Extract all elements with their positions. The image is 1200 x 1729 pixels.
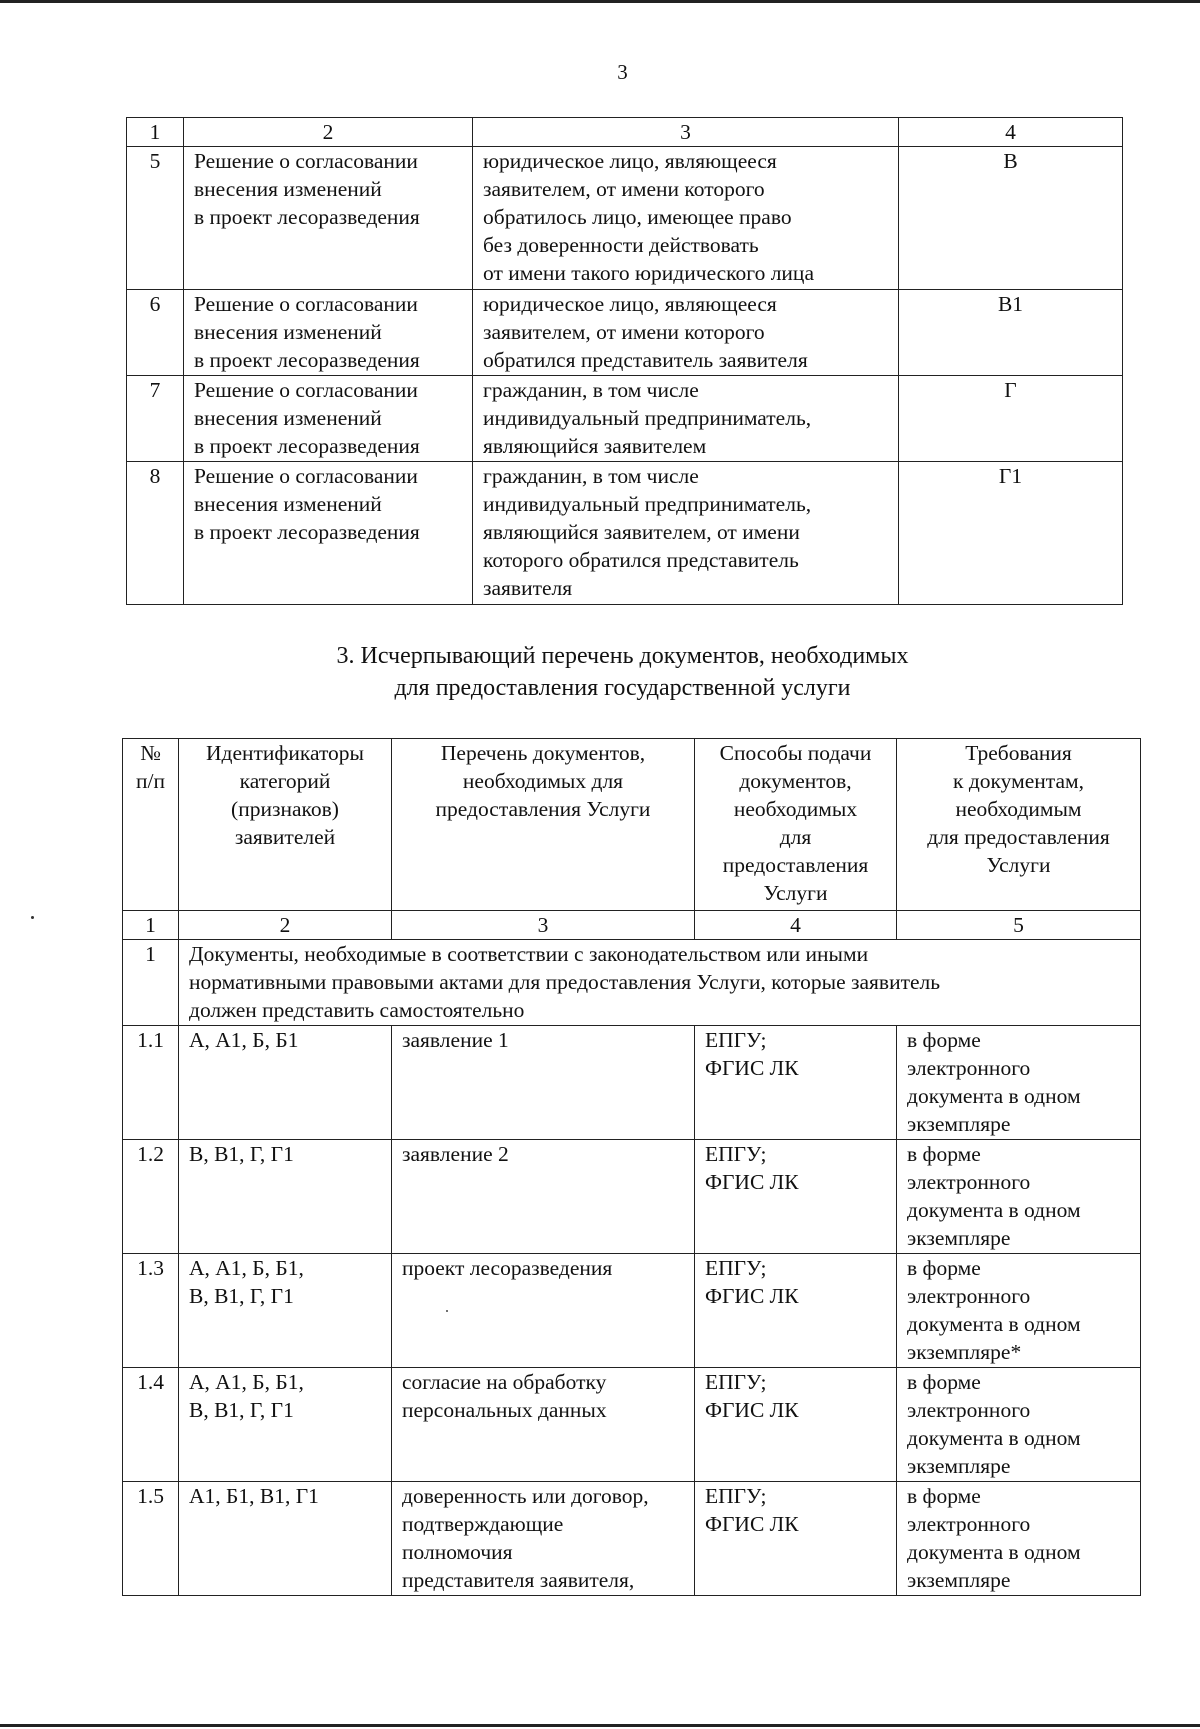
result-cell: [184, 147, 473, 290]
methods-cell: [695, 1254, 897, 1368]
cell-line: в форме: [907, 1028, 981, 1052]
cell-line: Решение о согласовании: [194, 464, 418, 488]
cell-line: гражданин, в том числе: [483, 464, 699, 488]
column-header: [123, 739, 179, 911]
cell-line: заявителя: [483, 576, 573, 600]
docs-cell: [392, 1368, 695, 1482]
cell-line: в проект лесоразведения: [194, 434, 420, 458]
cell-line: внесения изменений: [194, 406, 382, 430]
docs-cell: [392, 1026, 695, 1140]
cell-line: ФГИС ЛК: [705, 1512, 799, 1536]
header-line: Услуги: [986, 853, 1051, 877]
cell-line: внесения изменений: [194, 177, 382, 201]
cell-line: экземпляре: [907, 1226, 1011, 1250]
column-number: 2: [179, 911, 392, 940]
cell-line: внесения изменений: [194, 492, 382, 516]
cell-line: обратился представитель заявителя: [483, 348, 808, 372]
cell-line: персональных данных: [402, 1398, 607, 1422]
cell-line: от имени такого юридического лица: [483, 261, 814, 285]
code-cell: Г1: [899, 462, 1123, 605]
cell-line: ЕПГУ;: [705, 1256, 767, 1280]
cell-line: полномочия: [402, 1540, 513, 1564]
code-cell: Г: [899, 376, 1123, 462]
scan-speck: [31, 916, 34, 919]
column-header: [179, 739, 392, 911]
requirements-cell: [897, 1026, 1141, 1140]
cell-line: ФГИС ЛК: [705, 1056, 799, 1080]
cell-line: электронного: [907, 1056, 1031, 1080]
applicant-cell: [473, 290, 899, 376]
results-table: [126, 117, 1123, 605]
cell-line: являющийся заявителем, от имени: [483, 520, 800, 544]
ids-cell: [179, 1026, 392, 1140]
cell-line: экземпляре: [907, 1568, 1011, 1592]
code-cell: В: [899, 147, 1123, 290]
table-row: [123, 1368, 1141, 1482]
column-number: 4: [695, 911, 897, 940]
cell-line: ФГИС ЛК: [705, 1398, 799, 1422]
header-line: предоставления Услуги: [435, 797, 651, 821]
row-number: 1.3: [123, 1254, 179, 1368]
cell-line: в проект лесоразведения: [194, 348, 420, 372]
cell-line: документа в одном: [907, 1198, 1081, 1222]
table-row: [127, 376, 1123, 462]
cell-line: А, А1, Б, Б1,: [189, 1370, 304, 1394]
header-line: Идентификаторы: [205, 741, 365, 765]
cell-line: В, В1, Г, Г1: [189, 1398, 294, 1422]
cell-line: без доверенности действовать: [483, 233, 759, 257]
cell-line: в форме: [907, 1256, 981, 1280]
header-line: категорий: [239, 769, 331, 793]
scan-border-bottom: [0, 1724, 1200, 1727]
docs-cell: [392, 1254, 695, 1368]
docs-cell: [392, 1140, 695, 1254]
page-number: 3: [617, 60, 628, 84]
scan-border-top: [0, 0, 1200, 3]
cell-line: Документы, необходимые в соответствии с законодательством или иными: [189, 942, 869, 966]
cell-line: документа в одном: [907, 1312, 1081, 1336]
row-number: 8: [127, 462, 184, 605]
header-line: заявителей: [234, 825, 336, 849]
cell-line: согласие на обработку: [402, 1370, 607, 1394]
applicant-cell: [473, 147, 899, 290]
table-row: [127, 290, 1123, 376]
header-line: (признаков): [231, 797, 339, 821]
column-number: 5: [897, 911, 1141, 940]
cell-line: в проект лесоразведения: [194, 520, 420, 544]
table-row: [123, 1482, 1141, 1596]
header-line: к документам,: [953, 769, 1084, 793]
cell-line: В, В1, Г, Г1: [189, 1284, 294, 1308]
table-header-cell: 4: [899, 118, 1123, 147]
table-row: [123, 1254, 1141, 1368]
header-line: предоставления: [722, 853, 869, 877]
cell-line: А1, Б1, В1, Г1: [189, 1484, 319, 1508]
header-line: Требования: [965, 741, 1072, 765]
methods-cell: [695, 1140, 897, 1254]
applicant-cell: [473, 376, 899, 462]
column-numbering-row: [123, 911, 1141, 940]
cell-line: экземпляре: [907, 1112, 1011, 1136]
ids-cell: [179, 1368, 392, 1482]
cell-line: В, В1, Г, Г1: [189, 1142, 294, 1166]
cell-line: в проект лесоразведения: [194, 205, 420, 229]
cell-line: являющийся заявителем: [483, 434, 707, 458]
header-line: необходимых для: [462, 769, 624, 793]
row-number: 7: [127, 376, 184, 462]
header-line: необходимых: [733, 797, 858, 821]
cell-line: заявление 1: [402, 1028, 509, 1052]
cell-line: А, А1, Б, Б1,: [189, 1256, 304, 1280]
cell-line: ФГИС ЛК: [705, 1284, 799, 1308]
header-line: для предоставления: [927, 825, 1110, 849]
row-number: 1.2: [123, 1140, 179, 1254]
ids-cell: [179, 1254, 392, 1368]
cell-line: внесения изменений: [194, 320, 382, 344]
cell-line: ЕПГУ;: [705, 1370, 767, 1394]
column-number: 3: [392, 911, 695, 940]
column-header: [392, 739, 695, 911]
applicant-cell: [473, 462, 899, 605]
header-line: документов,: [739, 769, 852, 793]
code-cell: В1: [899, 290, 1123, 376]
header-line: необходимым: [955, 797, 1082, 821]
row-number: 5: [127, 147, 184, 290]
scan-speck: [446, 1310, 448, 1312]
cell-line: электронного: [907, 1512, 1031, 1536]
column-header: [897, 739, 1141, 911]
result-cell: [184, 376, 473, 462]
cell-line: Решение о согласовании: [194, 149, 418, 173]
ids-cell: [179, 1482, 392, 1596]
documents-table: [122, 738, 1141, 1596]
cell-line: которого обратился представитель: [483, 548, 799, 572]
row-number: 1: [123, 940, 179, 1026]
ids-cell: [179, 1140, 392, 1254]
header-line: Услуги: [763, 881, 828, 905]
cell-line: юридическое лицо, являющееся: [483, 149, 777, 173]
cell-line: ЕПГУ;: [705, 1142, 767, 1166]
table-header-cell: 2: [184, 118, 473, 147]
results-table-header-row: [127, 118, 1123, 147]
cell-line: проект лесоразведения: [402, 1256, 613, 1280]
cell-line: обратилось лицо, имеющее право: [483, 205, 792, 229]
table-header-cell: 3: [473, 118, 899, 147]
header-line: Перечень документов,: [440, 741, 646, 765]
cell-line: ФГИС ЛК: [705, 1170, 799, 1194]
cell-line: ЕПГУ;: [705, 1484, 767, 1508]
cell-line: индивидуальный предприниматель,: [483, 492, 812, 516]
header-line: п/п: [136, 769, 165, 793]
group-description: [179, 940, 1141, 1026]
header-line: для: [779, 825, 812, 849]
result-cell: [184, 290, 473, 376]
cell-line: нормативными правовыми актами для предоставления Услуги, которые заявитель: [189, 970, 941, 994]
section-title-line: для предоставления государственной услуги: [394, 675, 851, 701]
cell-line: электронного: [907, 1170, 1031, 1194]
row-number: 1.1: [123, 1026, 179, 1140]
cell-line: гражданин, в том числе: [483, 378, 699, 402]
row-number: 1.5: [123, 1482, 179, 1596]
documents-table-header-row: [123, 739, 1141, 911]
table-header-cell: 1: [127, 118, 184, 147]
cell-line: документа в одном: [907, 1426, 1081, 1450]
section-title-line: 3. Исчерпывающий перечень документов, необходимых: [336, 643, 909, 669]
table-row: [127, 147, 1123, 290]
docs-cell: [392, 1482, 695, 1596]
requirements-cell: [897, 1368, 1141, 1482]
cell-line: Решение о согласовании: [194, 292, 418, 316]
row-number: 6: [127, 290, 184, 376]
cell-line: экземпляре*: [907, 1340, 1022, 1364]
row-number: 1.4: [123, 1368, 179, 1482]
requirements-cell: [897, 1254, 1141, 1368]
cell-line: заявителем, от имени которого: [483, 320, 765, 344]
cell-line: заявителем, от имени которого: [483, 177, 765, 201]
methods-cell: [695, 1368, 897, 1482]
cell-line: представителя заявителя,: [402, 1568, 635, 1592]
cell-line: документа в одном: [907, 1540, 1081, 1564]
group-row: [123, 940, 1141, 1026]
header-line: №: [140, 741, 161, 765]
column-number: 1: [123, 911, 179, 940]
cell-line: заявление 2: [402, 1142, 509, 1166]
cell-line: доверенность или договор,: [402, 1484, 649, 1508]
requirements-cell: [897, 1140, 1141, 1254]
cell-line: ЕПГУ;: [705, 1028, 767, 1052]
requirements-cell: [897, 1482, 1141, 1596]
section-title: [0, 640, 1200, 704]
cell-line: индивидуальный предприниматель,: [483, 406, 812, 430]
methods-cell: [695, 1482, 897, 1596]
column-header: [695, 739, 897, 911]
cell-line: в форме: [907, 1484, 981, 1508]
cell-line: А, А1, Б, Б1: [189, 1028, 299, 1052]
cell-line: электронного: [907, 1398, 1031, 1422]
cell-line: документа в одном: [907, 1084, 1081, 1108]
cell-line: в форме: [907, 1142, 981, 1166]
cell-line: в форме: [907, 1370, 981, 1394]
header-line: Способы подачи: [719, 741, 872, 765]
cell-line: подтверждающие: [402, 1512, 564, 1536]
cell-line: должен представить самостоятельно: [189, 998, 525, 1022]
table-row: [123, 1140, 1141, 1254]
cell-line: экземпляре: [907, 1454, 1011, 1478]
table-row: [127, 462, 1123, 605]
cell-line: электронного: [907, 1284, 1031, 1308]
cell-line: Решение о согласовании: [194, 378, 418, 402]
cell-line: юридическое лицо, являющееся: [483, 292, 777, 316]
table-row: [123, 1026, 1141, 1140]
result-cell: [184, 462, 473, 605]
methods-cell: [695, 1026, 897, 1140]
